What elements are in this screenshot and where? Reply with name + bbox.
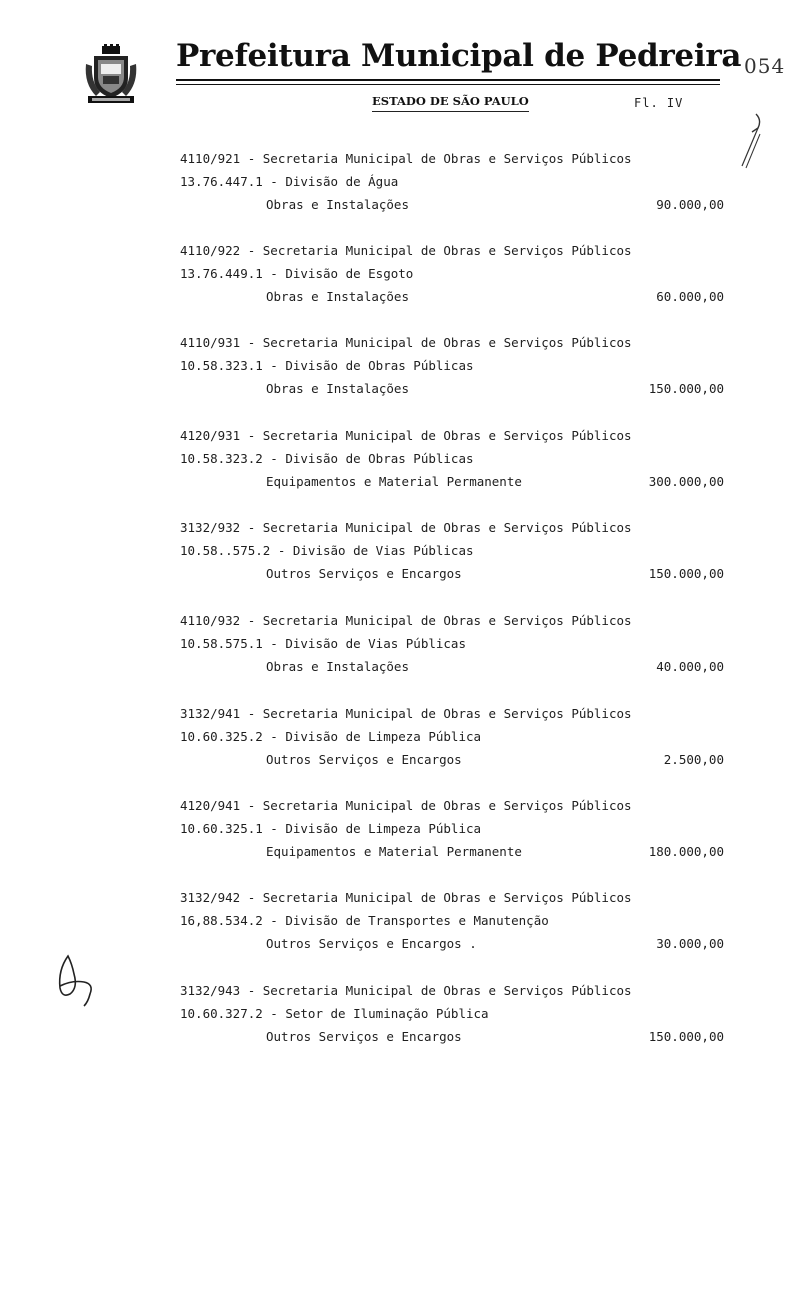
budget-entry	[180, 424, 724, 493]
entry-detail	[180, 377, 724, 400]
entry-amount: 90.000,00	[656, 197, 724, 212]
entry-code: 4110/921 - Secretaria Municipal de Obras e Serviços Públicos	[180, 151, 632, 166]
entry-detail	[180, 655, 724, 678]
entry-item: Equipamentos e Material Permanente	[266, 474, 522, 489]
entry-item: Outros Serviços e Encargos	[266, 752, 462, 767]
entry-code: 3132/942 - Secretaria Municipal de Obras e Serviços Públicos	[180, 890, 632, 905]
entry-code: 4120/941 - Secretaria Municipal de Obras e Serviços Públicos	[180, 798, 632, 813]
entry-unit: 13.76.447.1 - Divisão de Água	[180, 174, 399, 189]
entry-detail	[180, 193, 724, 216]
entry-unit: 13.76.449.1 - Divisão de Esgoto	[180, 266, 414, 281]
entry-unit: 16,88.534.2 - Divisão de Transportes e Manutenção	[180, 913, 549, 928]
state-label: ESTADO DE SÃO PAULO	[372, 94, 529, 112]
entry-unit: 10.60.325.2 - Divisão de Limpeza Pública	[180, 729, 482, 744]
entry-detail	[180, 932, 724, 955]
coat-of-arms-icon	[82, 44, 140, 106]
entry-unit: 10.60.325.1 - Divisão de Limpeza Pública	[180, 821, 482, 836]
budget-entry	[180, 794, 724, 863]
entry-item: Obras e Instalações	[266, 289, 409, 304]
folio-number: Fl. IV	[634, 96, 684, 110]
handwritten-initials-icon	[54, 950, 98, 1008]
budget-entry	[180, 702, 724, 771]
entry-detail	[180, 285, 724, 308]
budget-entry	[180, 886, 724, 955]
header-rule	[176, 79, 720, 81]
page-title: Prefeitura Municipal de Pedreira	[176, 38, 742, 74]
entry-code: 4120/931 - Secretaria Municipal de Obras e Serviços Públicos	[180, 428, 632, 443]
entry-item: Obras e Instalações	[266, 197, 409, 212]
entry-code: 3132/941 - Secretaria Municipal de Obras e Serviços Públicos	[180, 706, 632, 721]
entry-unit: 10.60.327.2 - Setor de Iluminação Pública	[180, 1006, 489, 1021]
entry-detail	[180, 1025, 724, 1048]
entry-amount: 2.500,00	[663, 752, 724, 767]
entry-code: 4110/931 - Secretaria Municipal de Obras e Serviços Públicos	[180, 335, 632, 350]
header-rule-thin	[176, 84, 720, 85]
entry-detail	[180, 562, 724, 585]
entry-amount: 150.000,00	[648, 1029, 724, 1044]
entry-code: 3132/943 - Secretaria Municipal de Obras e Serviços Públicos	[180, 983, 632, 998]
entry-amount: 300.000,00	[648, 474, 724, 489]
entry-detail	[180, 748, 724, 771]
entry-amount: 150.000,00	[648, 566, 724, 581]
entry-amount: 150.000,00	[648, 381, 724, 396]
entry-code: 4110/922 - Secretaria Municipal de Obras e Serviços Públicos	[180, 243, 632, 258]
budget-entry	[180, 239, 724, 308]
entry-item: Outros Serviços e Encargos	[266, 566, 462, 581]
budget-entry	[180, 147, 724, 216]
entry-detail	[180, 470, 724, 493]
entry-code: 3132/932 - Secretaria Municipal de Obras e Serviços Públicos	[180, 520, 632, 535]
handwritten-check-icon	[738, 110, 768, 170]
entry-unit: 10.58.323.1 - Divisão de Obras Públicas	[180, 358, 474, 373]
entry-item: Obras e Instalações	[266, 659, 409, 674]
entry-unit: 10.58..575.2 - Divisão de Vias Públicas	[180, 543, 474, 558]
entry-item: Equipamentos e Material Permanente	[266, 844, 522, 859]
budget-entry	[180, 331, 724, 400]
entry-amount: 30.000,00	[656, 936, 724, 951]
entry-amount: 180.000,00	[648, 844, 724, 859]
entry-item: Outros Serviços e Encargos .	[266, 936, 477, 951]
entry-code: 4110/932 - Secretaria Municipal de Obras e Serviços Públicos	[180, 613, 632, 628]
entry-unit: 10.58.323.2 - Divisão de Obras Públicas	[180, 451, 474, 466]
budget-entry	[180, 979, 724, 1048]
entry-amount: 40.000,00	[656, 659, 724, 674]
entry-unit: 10.58.575.1 - Divisão de Vias Públicas	[180, 636, 466, 651]
budget-entry	[180, 609, 724, 678]
entry-item: Obras e Instalações	[266, 381, 409, 396]
entry-detail	[180, 840, 724, 863]
entry-amount: 60.000,00	[656, 289, 724, 304]
page-number-stamp: 054	[744, 54, 786, 78]
budget-entry	[180, 516, 724, 585]
entry-item: Outros Serviços e Encargos	[266, 1029, 462, 1044]
